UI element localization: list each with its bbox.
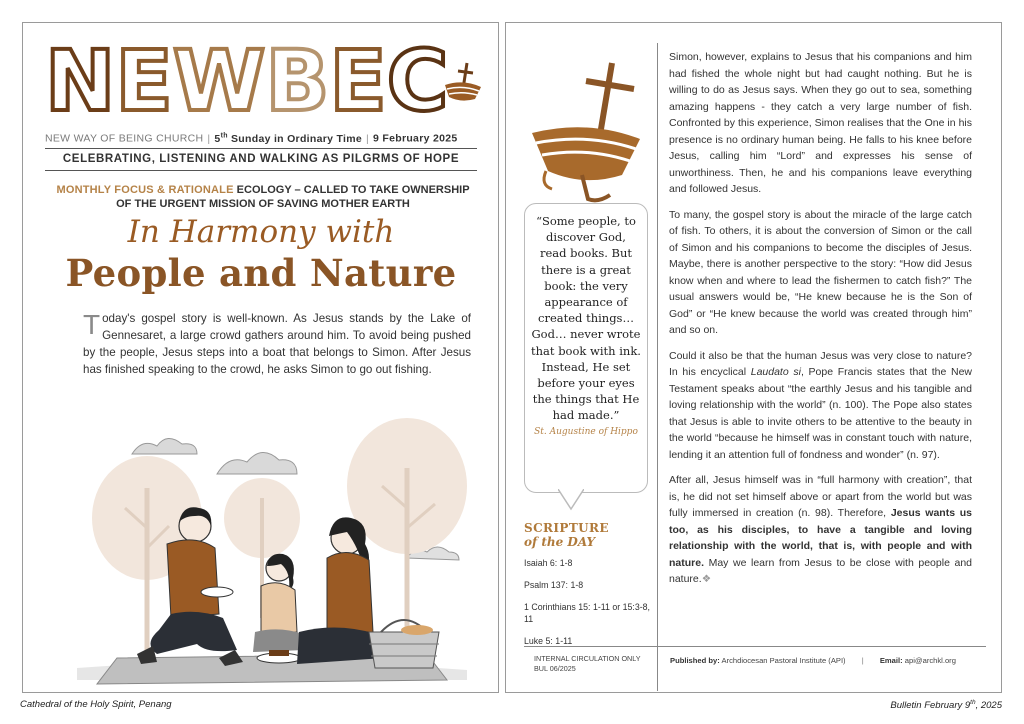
scripture-reading: Isaiah 6: 1-8 [524,558,573,568]
bulletin-number: BUL 06/2025 [534,664,576,673]
sunday-ordinal: 5 [214,132,221,145]
issue-date: 9 February 2025 [373,132,458,145]
body-paragraph: After all, Jesus himself was in “full harmony with creation”, that is, he did not set himself above or apart from the world but was fully immersed in creation (n. 98). Therefore, Jesus wants us too, as his disciples, to have a tangible and loving relationship with the world, that is, with people and with nature. May we learn from Jesus to be close with people and nature.❖ [669,474,972,585]
masthead-letter: W [172,32,264,130]
focus-line1: ECOLOGY – CALLED TO TAKE OWNERSHIP [236,184,470,196]
article-body [669,49,972,597]
article-title-script: In Harmony with [127,214,395,250]
divider [45,170,477,171]
end-mark-icon: ❖ [701,573,712,585]
scripture-reading: 1 Corinthians 15: 1-11 or 15:3-8, 11 [524,602,650,624]
caption-left: Cathedral of the Holy Spirit, Penang [20,699,172,710]
masthead [45,32,485,130]
sunday-suffix: th [220,132,228,139]
quote-box [524,203,648,493]
scripture-subtitle: of the DAY [524,535,596,549]
masthead-letter: B [265,32,328,130]
subtitle: NEW WAY OF BEING CHURCH [45,132,204,145]
circulation-note [534,654,641,674]
focus-line2: OF THE URGENT MISSION OF SAVING MOTHER EARTH [116,198,410,210]
masthead-letter: N [45,32,114,130]
footer-divider [524,646,986,647]
emphasis-text: Jesus wants us too, as his disciples, to have a tangible and loving relationship with the world, that is, with people and with nature. [669,507,972,569]
quote-author: St. Augustine of Hippo [534,426,638,437]
caption-right: Bulletin February 9th, 2025 [890,699,1002,712]
sunday-name: Sunday in Ordinary Time [231,132,362,145]
masthead-title [45,32,485,130]
intro-paragraph [83,310,471,378]
body-paragraph: To many, the gospel story is about the miracle of the large catch of fish. To others, it is about the conversion of Simon or the call of Simon and his companions to become the disciples of Jesus. Maybe, there is another perspective to the story: “How did Jesus know when and where to lead the fishermen to catch fish?” The usual answers would be, “He knew because he is the Son of God” or “He knew because the world was created through him” and so on. [669,208,972,336]
email-address[interactable]: api@archkl.org [904,656,956,665]
boat-cross-logo-icon [437,59,489,111]
dropcap: T [83,309,101,340]
quote-text: “Some people, to discover God, read books. But there is a great book: the very appearance of created things… God… never wrote that book with ink. Instead, He set before your eyes the things that He had made.” [531,214,641,423]
scripture-reading: Psalm 137: 1-8 [524,580,584,590]
masthead-letter: E [329,32,385,130]
monthly-focus [53,183,473,211]
article-title: People and Nature [65,251,457,295]
masthead-letter: E [115,32,171,130]
bulletin-article-page [505,22,1002,693]
body-paragraph: Could it also be that the human Jesus was very close to nature? In his encyclical Laudato si, Pope Francis states that the New Testament speaks about “the earthly Jesus and his tangible and loving relationship with the world” (n. 100). The Pope also states that Jesus is able to invite others to be attentive to the beauty in the world “because he himself was in constant touch with nature, lending it an attention full of fondness and wonder” (n. 97). [669,349,972,461]
focus-label: MONTHLY FOCUS & RATIONALE [56,184,234,196]
publisher-name: Archdiocesan Pastoral Institute (API) [721,656,846,665]
encyclical-title: Laudato si [750,366,801,378]
publisher-info: Published by: Archdiocesan Pastoral Institute (API) | Email: api@archkl.org [670,656,956,665]
column-divider [657,43,658,691]
divider [45,148,477,149]
bulletin-cover-page [22,22,499,693]
body-paragraph: Simon, however, explains to Jesus that his companions and him had fished the whole night but had caught nothing. But he is willing to do as Jesus says. When they go out to sea, something amazing happens - they catch a very large number of fish. Confronted by this experience, Simon realises that the One in his presence is no ordinary human being. He falls to his knee before Jesus, calling him “Lord” and expresses his sense of unworthiness. Then, he and his companions leave everything and followed Jesus. [669,51,972,195]
tagline: CELEBRATING, LISTENING AND WALKING AS PILGRMS OF HOPE [62,153,460,165]
masthead-subline: NEW WAY OF BEING CHURCH | 5th Sunday in Ordinary Time | 9 February 2025 [45,132,458,145]
picnic-family-illustration [47,418,477,693]
intro-text: oday's gospel story is well-known. As Jesus stands by the Lake of Gennesaret, a large crowd gathers around him. To avoid being pushed by the people, Jesus steps into a boat that belongs to Simon. After Jesus has finished speaking to the crowd, he asks Simon to go out fishing. [83,312,471,376]
scripture-reading: Luke 5: 1-11 [524,636,573,646]
email-label: Email: [879,656,903,665]
scripture-title: SCRIPTURE [524,521,609,535]
circulation-text: INTERNAL CIRCULATION ONLY [534,654,641,663]
published-label: Published by: [670,656,720,665]
masthead-letter: C [386,32,447,130]
boat-cross-logo-icon [518,59,648,209]
scripture-of-the-day [524,521,654,657]
speech-bubble-tail-icon [558,489,584,511]
